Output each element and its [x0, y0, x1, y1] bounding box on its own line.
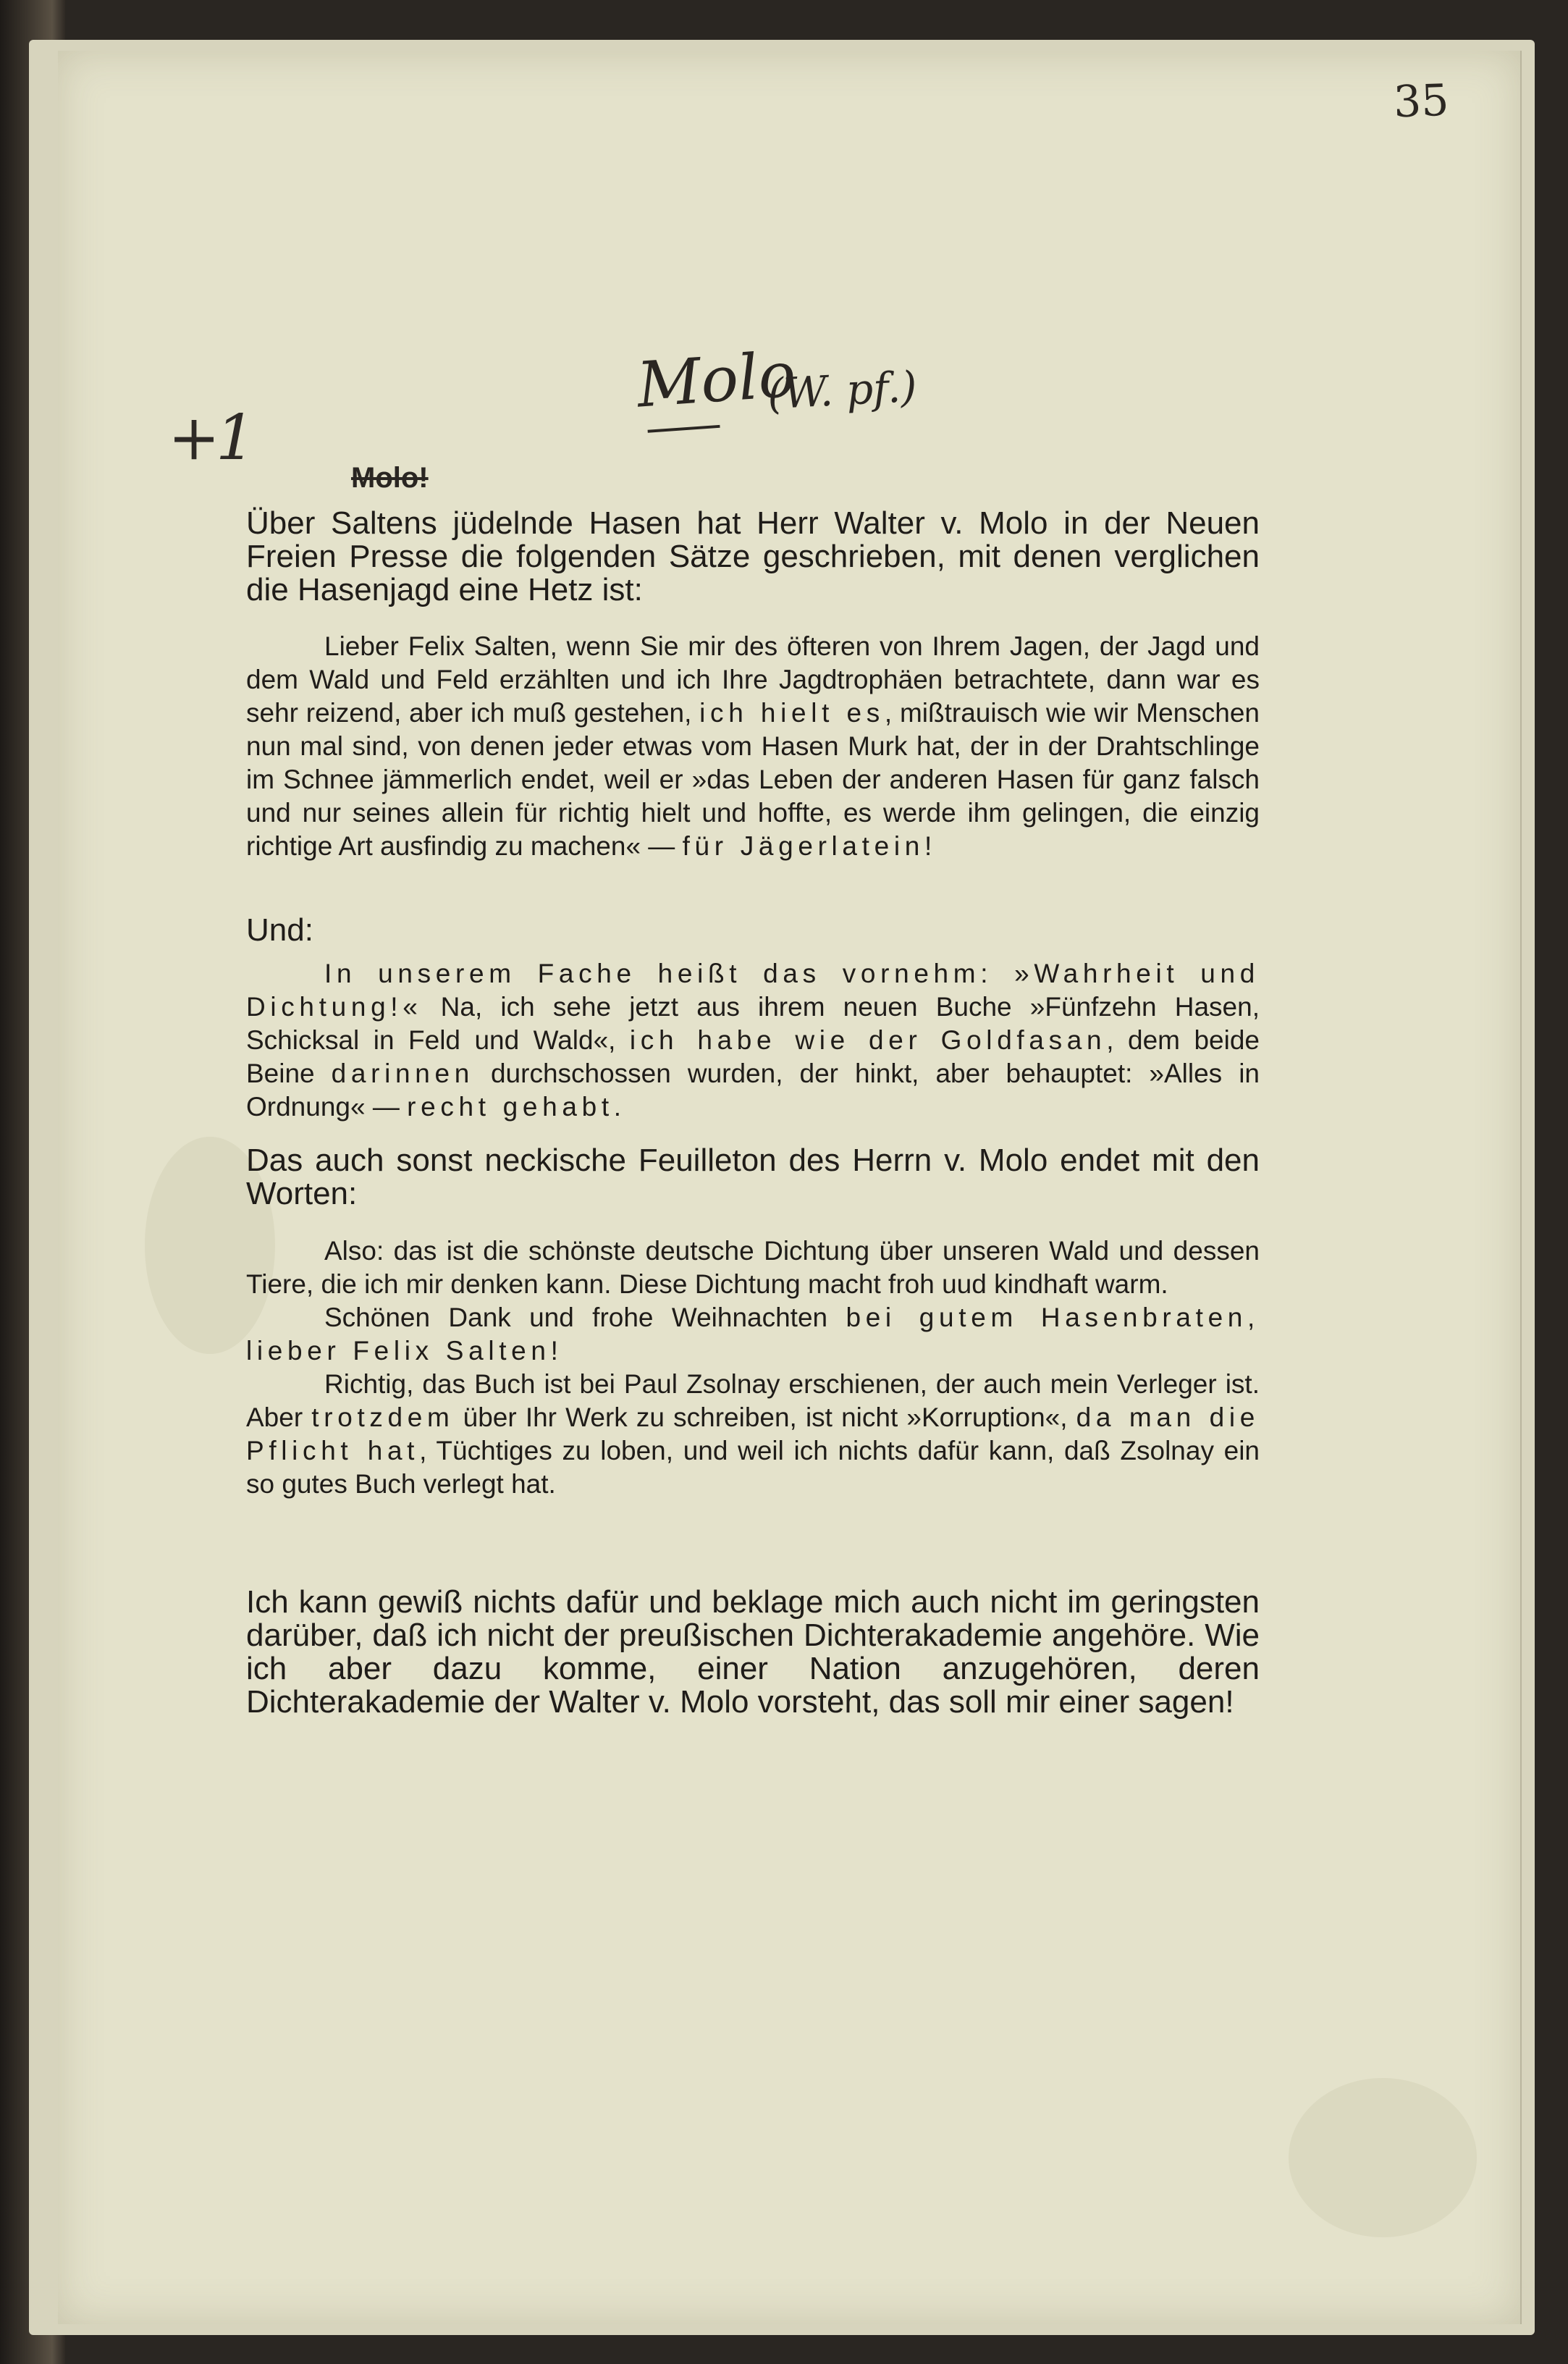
- und-line: Und:: [246, 912, 313, 948]
- struck-title: Molo!: [351, 462, 429, 494]
- quote3-spaced-2: trotzdem: [311, 1402, 455, 1432]
- margin-mark: +1: [168, 402, 251, 474]
- quote2-spaced-1: In unserem Fache heißt das vornehm: »Wahrheit und Dichtung!«: [246, 959, 1260, 1022]
- quote-block-1: [246, 630, 1260, 863]
- quote3-paragraph-2: [246, 1301, 1260, 1368]
- quote2-text-3: durchschossen wurden, der hinkt, aber behauptet: »Alles in Ordnung« —: [246, 1059, 1260, 1122]
- folio-number: 35: [1392, 75, 1450, 128]
- quote3-spaced-1: bei gutem Hasenbraten, lieber Felix Salten!: [246, 1303, 1260, 1366]
- handwritten-note: (W. pf.): [766, 361, 919, 419]
- paper-stain: [1289, 2078, 1477, 2237]
- quote3-text-2: Richtig, das Buch ist bei Paul Zsolnay erschienen, der auch mein Verleger ist. Aber: [246, 1369, 1260, 1432]
- quote-block-2: [246, 957, 1260, 1124]
- closing-paragraph: Ich kann gewiß nichts dafür und beklage mich auch nicht im geringsten darüber, daß ich nicht der preußischen Dichterakademie angehöre. Wie ich aber dazu komme, einer Nation anzugehören, deren Dichterakademie der Walter v. Molo vorsteht, das soll mir einer sagen!: [246, 1584, 1260, 1720]
- quote3-text-1: Schönen Dank und frohe Weihnachten: [324, 1303, 846, 1332]
- quote2-text-1: Na, ich sehe jetzt aus ihrem neuen Buche »Fünfzehn Hasen, Schicksal in Feld und Wald«,: [246, 992, 1260, 1055]
- quote-block-3: [246, 1234, 1260, 1501]
- handwritten-title-text: Molo: [634, 338, 798, 422]
- quote1-spaced-1: ich hielt es: [699, 698, 885, 728]
- quote2-spaced-2: ich habe wie der Goldfasan: [629, 1025, 1107, 1055]
- quote3-text-3: über Ihr Werk zu schreiben, ist nicht »Korruption«,: [454, 1402, 1076, 1432]
- quote3-paragraph-1: Also: das ist die schönste deutsche Dichtung über unseren Wald und dessen Tiere, die ich mir denken kann. Diese Dichtung macht froh uud kindhaft warm.: [246, 1236, 1260, 1299]
- quote1-spaced-2: für Jägerlatein!: [682, 831, 937, 861]
- quote2-spaced-4: recht gehabt.: [407, 1092, 626, 1122]
- quote2-paragraph: [246, 957, 1260, 1124]
- quote3-text-4: , Tüchtiges zu loben, und weil ich nichts dafür kann, daß Zsolnay ein so gutes Buch verlegt hat.: [246, 1436, 1260, 1499]
- quote3-paragraph-3: [246, 1368, 1260, 1501]
- quote1-paragraph: [246, 630, 1260, 863]
- quote3-spaced-3: da man die Pflicht hat: [246, 1402, 1260, 1465]
- middle-paragraph: Das auch sonst neckische Feuilleton des Herrn v. Molo endet mit den Worten:: [246, 1143, 1260, 1211]
- quote1-text-1: Lieber Felix Salten, wenn Sie mir des öfteren von Ihrem Jagen, der Jagd und dem Wald und Feld erzählten und ich Ihre Jagdtrophäen betrachtete, dann war es sehr reizend, aber ich muß gestehen,: [246, 631, 1260, 728]
- quote2-spaced-3: darinnen: [331, 1059, 474, 1088]
- quote2-text-2: , dem beide Beine: [246, 1025, 1260, 1088]
- intro-paragraph: Über Saltens jüdelnde Hasen hat Herr Walter v. Molo in der Neuen Freien Presse die folgenden Sätze geschrieben, mit denen verglichen die Hasenjagd eine Hetz ist:: [246, 505, 1260, 607]
- quote1-text-2: , mißtrauisch wie wir Menschen nun mal sind, von denen jeder etwas vom Hasen Murk hat, der in der Drahtschlinge im Schnee jämmerlich endet, weil er »das Leben der anderen Hasen für ganz falsch und nur seines allein für richtig hielt und hoffte, es werde ihm gelingen, die einzig richtige Art ausfindig zu machen« —: [246, 698, 1260, 861]
